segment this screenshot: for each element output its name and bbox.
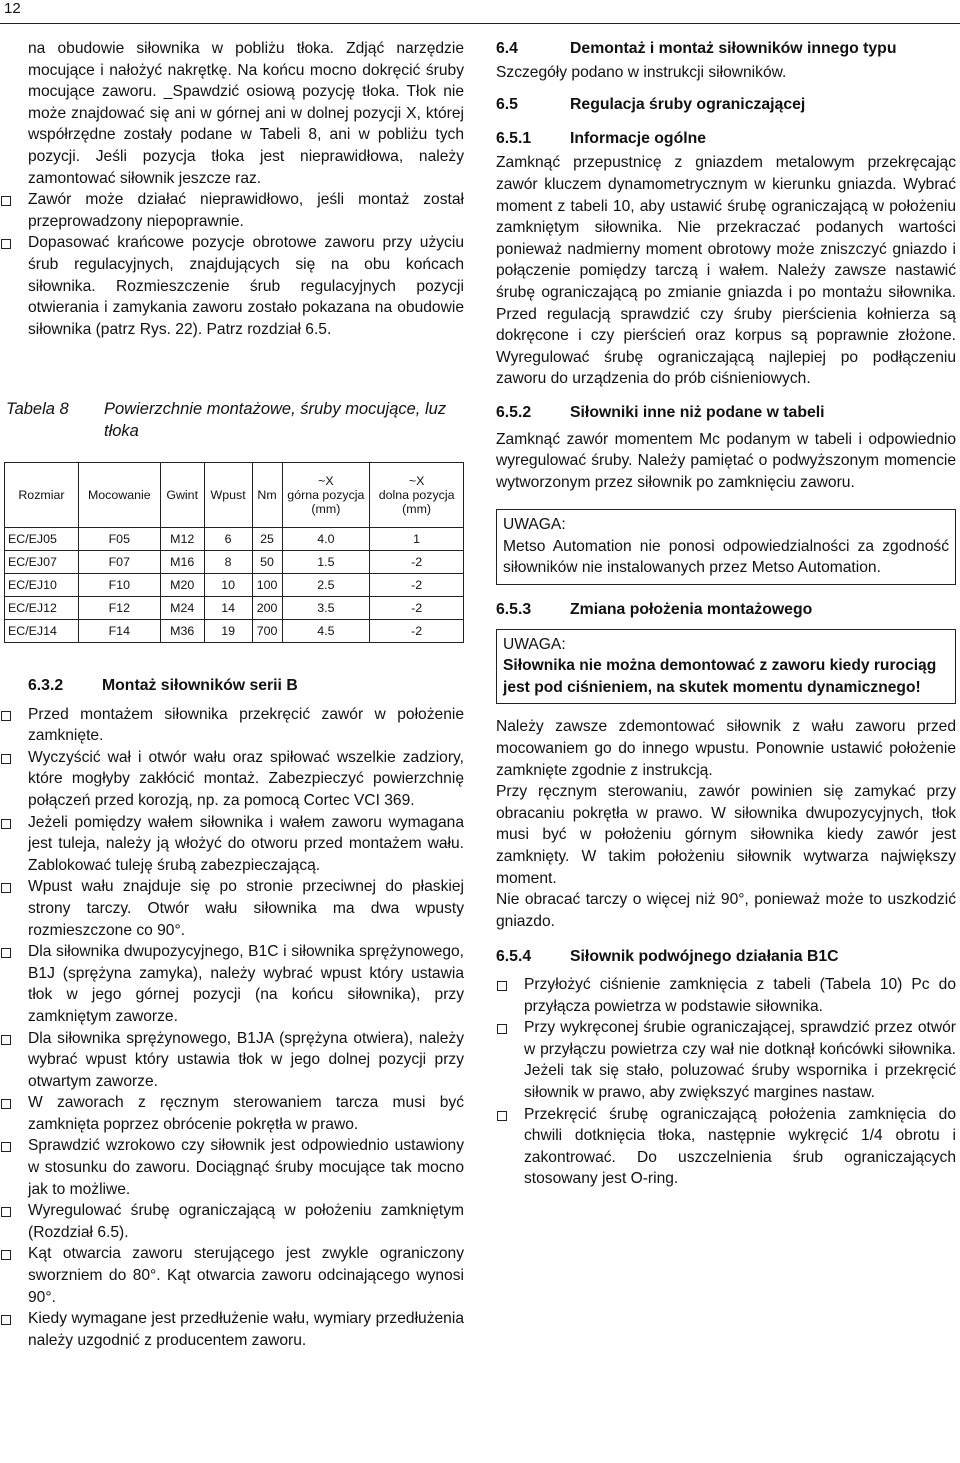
section-6-3-2-heading xyxy=(28,675,464,697)
table-cell: M24 xyxy=(160,597,204,620)
table-cell: 14 xyxy=(204,597,252,620)
col-header: Rozmiar xyxy=(5,463,79,528)
section-title: Demontaż i montaż siłowników innego typu xyxy=(570,40,897,57)
list-item: W zaworach z ręcznym sterowaniem tarcza musi być zamknięta poprzez obrócenie pokrętła w prawo. xyxy=(0,1092,464,1135)
list-item: Kąt otwarcia zaworu sterującego jest zwykle ograniczony sworzniem do 80°. Kąt otwarcia zaworu odcinającego wynosi 90°. xyxy=(0,1243,464,1308)
table-cell: 200 xyxy=(252,597,282,620)
table-cell: F07 xyxy=(78,551,160,574)
left-column-bottom xyxy=(28,675,464,1351)
section-title: Zmiana położenia montażowego xyxy=(570,601,813,619)
table-cell: -2 xyxy=(370,620,464,643)
section-6-5-2-heading xyxy=(496,402,956,424)
section-title: Regulacja śruby ograniczającej xyxy=(570,96,806,114)
col-header: Mocowanie xyxy=(78,463,160,528)
note-text: Siłownika nie można demontować z zaworu kiedy rurociąg jest pod ciśnieniem, na skutek momentu dynamicznego! xyxy=(503,657,937,696)
table-cell: 50 xyxy=(252,551,282,574)
table-cell: 19 xyxy=(204,620,252,643)
table-cell: M36 xyxy=(160,620,204,643)
table-cell: F10 xyxy=(78,574,160,597)
table-cell: 6 xyxy=(204,528,252,551)
table-cell: 700 xyxy=(252,620,282,643)
table-cell: EC/EJ14 xyxy=(5,620,79,643)
list-item: Dopasować krańcowe pozycje obrotowe zaworu przy użyciu śrub regulacyjnych, znajdujących się na obu końcach siłownika. Rozmieszczenie śrub regulacyjnych pozycji otwierania i zamykania zaworu zostało pokazana na obudowie siłownika (patrz Rys. 22). Patrz rozdział 6.5. xyxy=(0,232,464,340)
header-rule xyxy=(0,23,960,24)
right-column xyxy=(496,38,956,1190)
section-number: 6.4 xyxy=(496,40,518,57)
section-number: 6.5.1 xyxy=(496,129,532,147)
list-item: Kiedy wymagane jest przedłużenie wału, wymiary przedłużenia należy uzgodnić z producentem zaworu. xyxy=(0,1308,464,1351)
note-title: UWAGA: xyxy=(503,635,566,653)
table-caption xyxy=(6,398,466,442)
section-6-5-heading xyxy=(496,94,956,116)
table-row xyxy=(5,551,464,574)
table-cell: M16 xyxy=(160,551,204,574)
table-cell: 25 xyxy=(252,528,282,551)
table-title: Powierzchnie montażowe, śruby mocujące, luz tłoka xyxy=(104,400,447,440)
left-bullet-list xyxy=(28,189,464,340)
table-cell: 10 xyxy=(204,574,252,597)
note-text: Metso Automation nie ponosi odpowiedzialności za zgodność siłowników nie instalowanych przez Metso Automation. xyxy=(503,537,949,577)
section-6-5-1-text: Zamknąć przepustnicę z gniazdem metalowym przekręcając zawór kluczem dynamometrycznym w kierunku gniazda. Wybrać moment z tabeli 10, aby ustawić śrubę ograniczającą w położeniu zamkniętym siłownika. Nie przekraczać podanych wartości ponieważ nadmierny moment obrotowy może zniszczyć gniazdo i połączenie pomiędzy tarczą i wałem. Należy zawsze nastawić śrubę ograniczającą po zmianie gniazda i po montażu siłownika. Przed regulacją sprawdzić czy śruby pierścienia kołnierza są dokręcone i czy pierścień oraz korpus są poprawnie złożone. Wyregulować śrubę ograniczającą najlepiej po podłączeniu zaworu do urządzenia do prób ciśnieniowych. xyxy=(496,154,956,388)
table-cell: F05 xyxy=(78,528,160,551)
list-item: Wpust wału znajduje się po stronie przeciwnej do płaskiej strony tarczy. Otwór wału siłownika ma dwa wpusty rozmieszczone co 90°. xyxy=(0,876,464,941)
list-item: Przyłożyć ciśnienie zamknięcia z tabeli (Tabela 10) Pc do przyłącza powietrza w podstawie siłownika. xyxy=(496,974,956,1017)
intro-paragraph: na obudowie siłownika w pobliżu tłoka. Zdjąć narzędzie mocujące i nałożyć nakrętkę. Na końcu mocno dokręcić śruby mocujące zaworu. _Spawdzić osiową pozycję tłoka. Tłok nie może znajdować się ani w górnej ani w dolnej pozycji X, której współrzędne zostały podane w Tabeli 8, ani w pobliżu tych pozycji. Jeśli pozycja tłoka jest nieprawidłowa, należy zamontować siłownik jeszcze raz. xyxy=(28,40,464,187)
note-box-1 xyxy=(496,509,956,585)
page-number: 12 xyxy=(4,0,21,17)
table-row xyxy=(5,620,464,643)
table-cell: 4.0 xyxy=(282,528,370,551)
table-row xyxy=(5,528,464,551)
table-cell: 3.5 xyxy=(282,597,370,620)
list-item: Przed montażem siłownika przekręcić zawór w położenie zamknięte. xyxy=(0,704,464,747)
col-header: ~X dolna pozycja (mm) xyxy=(370,463,464,528)
section-6-5-4-list xyxy=(496,974,956,1190)
section-6-3-2-list xyxy=(28,704,464,1352)
table-label: Tabela 8 xyxy=(6,400,69,418)
list-item: Jeżeli pomiędzy wałem siłownika i wałem zaworu wymagana jest tuleja, należy ją włożyć do otworu przed montażem wału. Zablokować tuleję śrubą zabezpieczającą. xyxy=(0,812,464,877)
list-item: Przy wykręconej śrubie ograniczającej, sprawdzić przez otwór w przyłączu powietrza czy wał nie dotknął końcówki siłownika. Jeżeli tak się stało, poluzować śruby wspornika i przekręcić siłownik w prawo, aby zwiększyć margines nastaw. xyxy=(496,1017,956,1103)
section-6-5-3-paragraph-1: Należy zawsze zdemontować siłownik z wału zaworu przed mocowaniem go do innego wpustu. Ponownie ustawić położenie zamknięte zgodnie z instrukcją. xyxy=(496,718,956,779)
table-8 xyxy=(4,462,464,643)
list-item: Wyczyścić wał i otwór wału oraz spiłować wszelkie zadziory, które mogłyby zakłócić montaż. Zabezpieczyć powierzchnię połączeń przed korozją, np. za pomocą Cortec VCI 369. xyxy=(0,747,464,812)
table-cell: 4.5 xyxy=(282,620,370,643)
table-row xyxy=(5,597,464,620)
table-cell: M20 xyxy=(160,574,204,597)
section-6-4-text: Szczegóły podano w instrukcji siłowników. xyxy=(496,63,787,81)
col-header: Wpust xyxy=(204,463,252,528)
table-cell: -2 xyxy=(370,574,464,597)
section-number: 6.3.2 xyxy=(28,677,64,694)
section-6-4-heading xyxy=(496,38,956,60)
table-cell: -2 xyxy=(370,597,464,620)
section-title: Montaż siłowników serii B xyxy=(102,677,298,694)
note-box-2 xyxy=(496,629,956,705)
table-cell: M12 xyxy=(160,528,204,551)
section-number: 6.5.4 xyxy=(496,948,532,966)
section-6-5-1-heading xyxy=(496,128,956,150)
list-item: Przekręcić śrubę ograniczającą położenia zamknięcia do chwili dotknięcia tłoka, następnie wykręcić 1/4 obrotu i zakontrować. Do uszczelnienia śrub ograniczających stosowany jest O-ring. xyxy=(496,1104,956,1190)
section-title: Siłowniki inne niż podane w tabeli xyxy=(570,403,825,421)
list-item: Wyregulować śrubę ograniczającą w położeniu zamkniętym (Rozdział 6.5). xyxy=(0,1200,464,1243)
section-title: Informacje ogólne xyxy=(570,129,707,147)
table-cell: 8 xyxy=(204,551,252,574)
section-number: 6.5 xyxy=(496,96,518,114)
section-6-5-2-text: Zamknąć zawór momentem Mc podanym w tabeli i odpowiednio wyregulować śruby. Należy pamiętać o podwyższonym momencie wytworzonym przez siłownik po zamknięciu zaworu. xyxy=(496,430,956,491)
col-header: Nm xyxy=(252,463,282,528)
note-title: UWAGA: xyxy=(503,516,566,534)
list-item: Dla siłownika sprężynowego, B1JA (sprężyna otwiera), należy wybrać wpust który ustawia tłok w jego dolnej pozycji przy otwartym zaworze. xyxy=(0,1028,464,1093)
table-cell: EC/EJ10 xyxy=(5,574,79,597)
table-cell: EC/EJ05 xyxy=(5,528,79,551)
table-cell: 100 xyxy=(252,574,282,597)
list-item: Dla siłownika dwupozycyjnego, B1C i siłownika sprężynowego, B1J (sprężyna zamyka), należy wybrać wpust który ustawia tłok w jego górnej pozycji (na końcu siłownika), przy zamkniętym zaworze. xyxy=(0,941,464,1027)
section-number: 6.5.2 xyxy=(496,403,532,421)
table-cell: -2 xyxy=(370,551,464,574)
table-row xyxy=(5,574,464,597)
left-column-top xyxy=(28,38,464,340)
table-cell: F12 xyxy=(78,597,160,620)
list-item: Zawór może działać nieprawidłowo, jeśli montaż został przeprowadzony niepoprawnie. xyxy=(0,189,464,232)
section-6-5-4-heading xyxy=(496,946,956,968)
table-cell: EC/EJ12 xyxy=(5,597,79,620)
section-number: 6.5.3 xyxy=(496,601,532,619)
table-cell: F14 xyxy=(78,620,160,643)
table-cell: 1 xyxy=(370,528,464,551)
table-header-row xyxy=(5,463,464,528)
table-cell: 1.5 xyxy=(282,551,370,574)
list-item: Sprawdzić wzrokowo czy siłownik jest odpowiednio ustawiony w stosunku do zaworu. Dociągnąć śruby mocujące tak mocno jak to możliwe. xyxy=(0,1135,464,1200)
table-cell: 2.5 xyxy=(282,574,370,597)
col-header: ~X górna pozycja (mm) xyxy=(282,463,370,528)
table-cell: EC/EJ07 xyxy=(5,551,79,574)
section-6-5-3-paragraph-2: Przy ręcznym sterowaniu, zawór powinien się zamykać przy obracaniu pokrętła w prawo. W siłownika dwupozycyjnych, tłok musi być w położeniu górnym siłownika kiedy zawór jest zamknięty. W takim położeniu siłownik wytwarza największy moment. xyxy=(496,783,956,887)
col-header: Gwint xyxy=(160,463,204,528)
section-6-5-3-heading xyxy=(496,599,956,621)
section-6-5-3-paragraph-3: Nie obracać tarczy o więcej niż 90°, ponieważ może to uszkodzić gniazdo. xyxy=(496,891,956,930)
section-title: Siłownik podwójnego działania B1C xyxy=(570,948,839,966)
